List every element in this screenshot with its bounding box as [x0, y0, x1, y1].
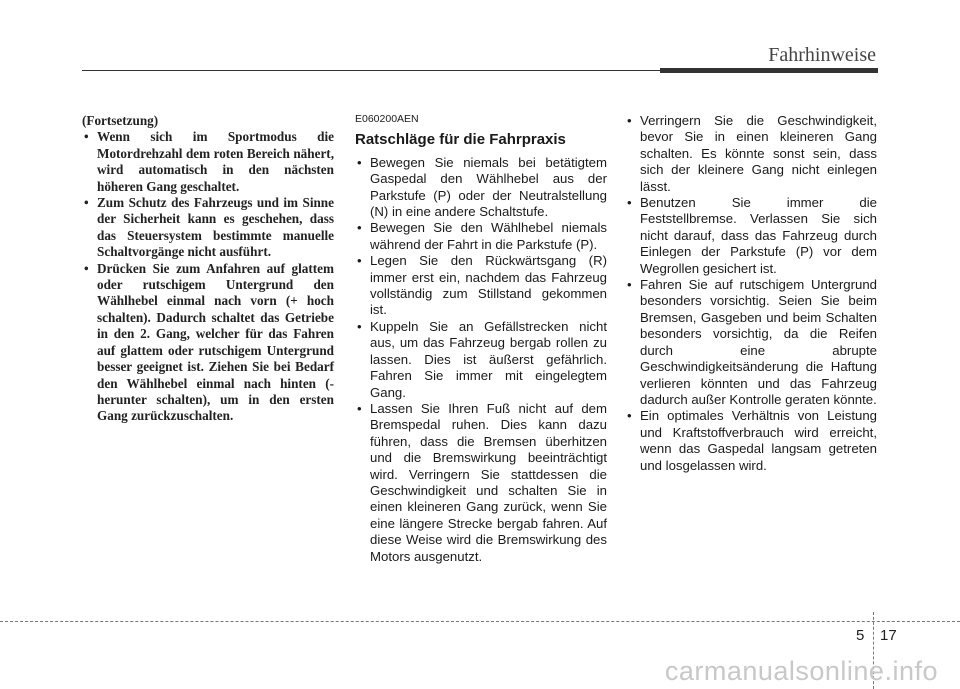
continuation-label: (Fortsetzung)	[82, 113, 159, 128]
page-number: 17	[880, 627, 897, 644]
list-item: • Fahren Sie auf rutschigem Untergrund besonders vorsichtig. Seien Sie beim Bremsen, Gasgeben und beim Schalten besonders vorsichtig, da die Reifen durch eine abrupte Geschwindigkeitsänderung die Haftung verlieren könnten und das Fahrzeug dadurch außer Kontrolle geraten könnte.	[625, 277, 877, 408]
header-rule-accent	[660, 68, 878, 73]
right-bullet-list	[625, 113, 877, 474]
header-rule	[82, 70, 660, 71]
left-bullet-list	[82, 129, 334, 424]
list-item: • Bewegen Sie den Wählhebel niemals während der Fahrt in die Parkstufe (P).	[355, 220, 607, 253]
right-column	[625, 113, 877, 474]
section-title: Ratschläge für die Fahrpraxis	[355, 131, 566, 149]
footer-rule	[0, 621, 960, 622]
left-column	[82, 113, 334, 425]
header-title: Fahrhinweise	[768, 44, 876, 66]
section-code: E060200AEN	[355, 113, 419, 125]
middle-bullet-list	[355, 155, 607, 565]
list-item: • Wenn sich im Sportmodus die Motordrehzahl dem roten Bereich nähert, wird automatisch in den nächsten höheren Gang geschaltet.	[82, 129, 334, 195]
list-item: • Bewegen Sie niemals bei betätigtem Gaspedal den Wählhebel aus der Parkstufe (P) oder der Neutralstellung (N) in eine andere Schaltstufe.	[355, 155, 607, 221]
list-item: • Benutzen Sie immer die Feststellbremse. Verlassen Sie sich nicht darauf, dass das Fahrzeug durch Einlegen der Parkstufe (P) vor dem Wegrollen gesichert ist.	[625, 195, 877, 277]
chapter-number: 5	[856, 627, 865, 644]
list-item: • Zum Schutz des Fahrzeugs und im Sinne der Sicherheit kann es geschehen, dass das Steuersystem bestimmte manuelle Schaltvorgänge nicht ausführt.	[82, 195, 334, 261]
middle-column	[355, 113, 607, 565]
list-item: • Drücken Sie zum Anfahren auf glattem oder rutschigem Untergrund den Wählhebel einmal nach vorn (+ hoch schalten). Dadurch schaltet das Getriebe in den 2. Gang, welcher für das Fahren auf glattem oder rutschigem Untergrund besser geeignet ist. Ziehen Sie bei Bedarf den Wählhebel einmal nach hinten (- herunter schalten), um in den ersten Gang zurückzuschalten.	[82, 261, 334, 425]
list-item: • Ein optimales Verhältnis von Leistung und Kraftstoffverbrauch wird erreicht, wenn das Gaspedal langsam getreten und losgelassen wird.	[625, 408, 877, 474]
list-item: • Legen Sie den Rückwärtsgang (R) immer erst ein, nachdem das Fahrzeug vollständig zum Stillstand gekommen ist.	[355, 253, 607, 319]
watermark: carmanualsonline.info	[664, 656, 938, 686]
list-item: • Kuppeln Sie an Gefällstrecken nicht aus, um das Fahrzeug bergab rollen zu lassen. Dies ist äußerst gefährlich. Fahren Sie immer mit eingelegtem Gang.	[355, 319, 607, 401]
list-item: • Verringern Sie die Geschwindigkeit, bevor Sie in einen kleineren Gang schalten. Es könnte sonst sein, dass sich der kleinere Gang nicht einlegen lässt.	[625, 113, 877, 195]
list-item: • Lassen Sie Ihren Fuß nicht auf dem Bremspedal ruhen. Dies kann dazu führen, dass die Bremsen überhitzen und die Bremswirkung beeinträchtigt wird. Verringern Sie stattdessen die Geschwindigkeit und schalten Sie in einen kleineren Gang zurück, wenn Sie eine längere Strecke bergab fahren. Auf diese Weise wird die Bremswirkung des Motors ausgenutzt.	[355, 401, 607, 565]
